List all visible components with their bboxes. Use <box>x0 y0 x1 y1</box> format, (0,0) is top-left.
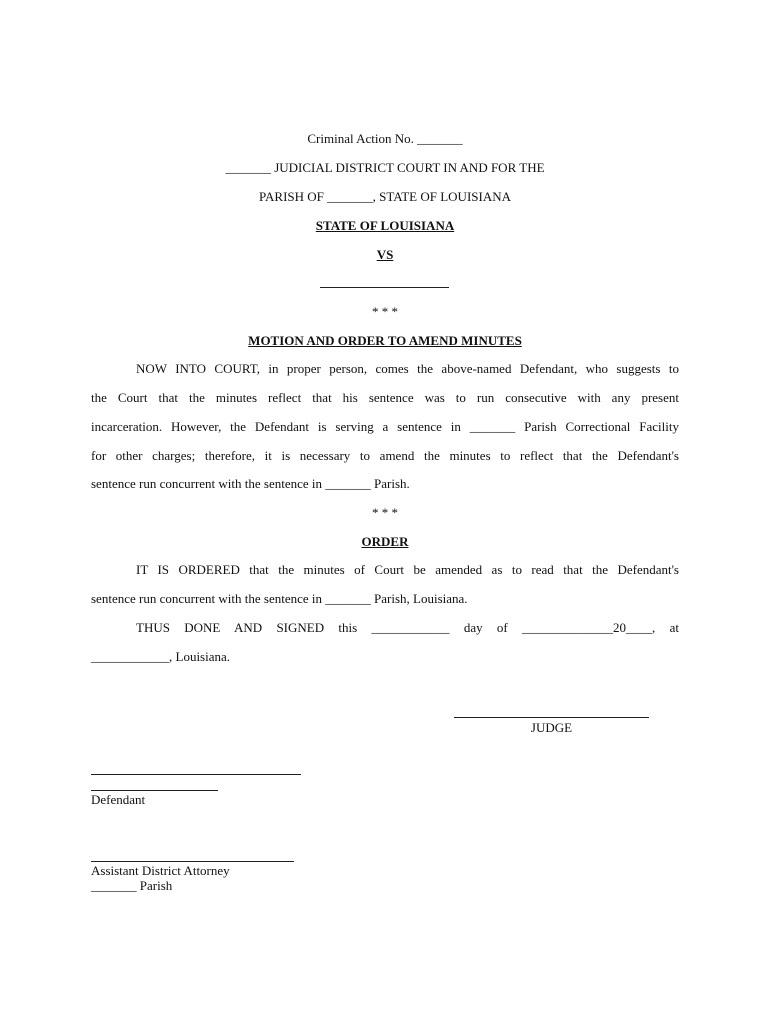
order-title: ORDER <box>361 534 409 549</box>
defendant-name-line <box>91 790 218 791</box>
thus-done-line: THUS DONE AND SIGNED this ____________ day of ______________20____, at <box>136 620 679 635</box>
judge-label: JUDGE <box>530 720 573 735</box>
court-heading: _______ JUDICIAL DISTRICT COURT IN AND FOR THE <box>225 160 545 175</box>
motion-line-3: incarceration. However, the Defendant is serving a sentence in _______ Parish Correctional Facility <box>91 419 679 434</box>
ada-parish-label: _______ Parish <box>91 878 173 893</box>
order-line-1: IT IS ORDERED that the minutes of Court be amended as to read that the Defendant's <box>136 562 679 577</box>
defendant-name-blank <box>320 287 449 288</box>
criminal-action-number: Criminal Action No. _______ <box>307 131 463 146</box>
motion-line-2: the Court that the minutes reflect that his sentence was to run consecutive with any present <box>91 390 679 405</box>
defendant-label: Defendant <box>91 792 146 807</box>
ada-signature-line <box>91 861 294 862</box>
ada-label: Assistant District Attorney <box>91 863 230 878</box>
section-separator-2: * * * <box>372 505 398 520</box>
signing-location: ____________, Louisiana. <box>91 649 231 664</box>
judge-signature-line <box>454 717 649 718</box>
versus-label: VS <box>376 247 394 262</box>
motion-line-4: for other charges; therefore, it is necessary to amend the minutes to reflect that the Defendant's <box>91 448 679 463</box>
order-line-2: sentence run concurrent with the sentence in _______ Parish, Louisiana. <box>91 591 468 606</box>
plaintiff-name: STATE OF LOUISIANA <box>315 218 455 233</box>
motion-line-5: sentence run concurrent with the sentence in _______ Parish. <box>91 476 410 491</box>
parish-heading: PARISH OF _______, STATE OF LOUISIANA <box>258 189 511 204</box>
defendant-signature-line <box>91 774 301 775</box>
section-separator-1: * * * <box>372 304 398 319</box>
motion-title: MOTION AND ORDER TO AMEND MINUTES <box>248 333 522 348</box>
motion-line-1: NOW INTO COURT, in proper person, comes the above-named Defendant, who suggests to <box>136 361 679 376</box>
